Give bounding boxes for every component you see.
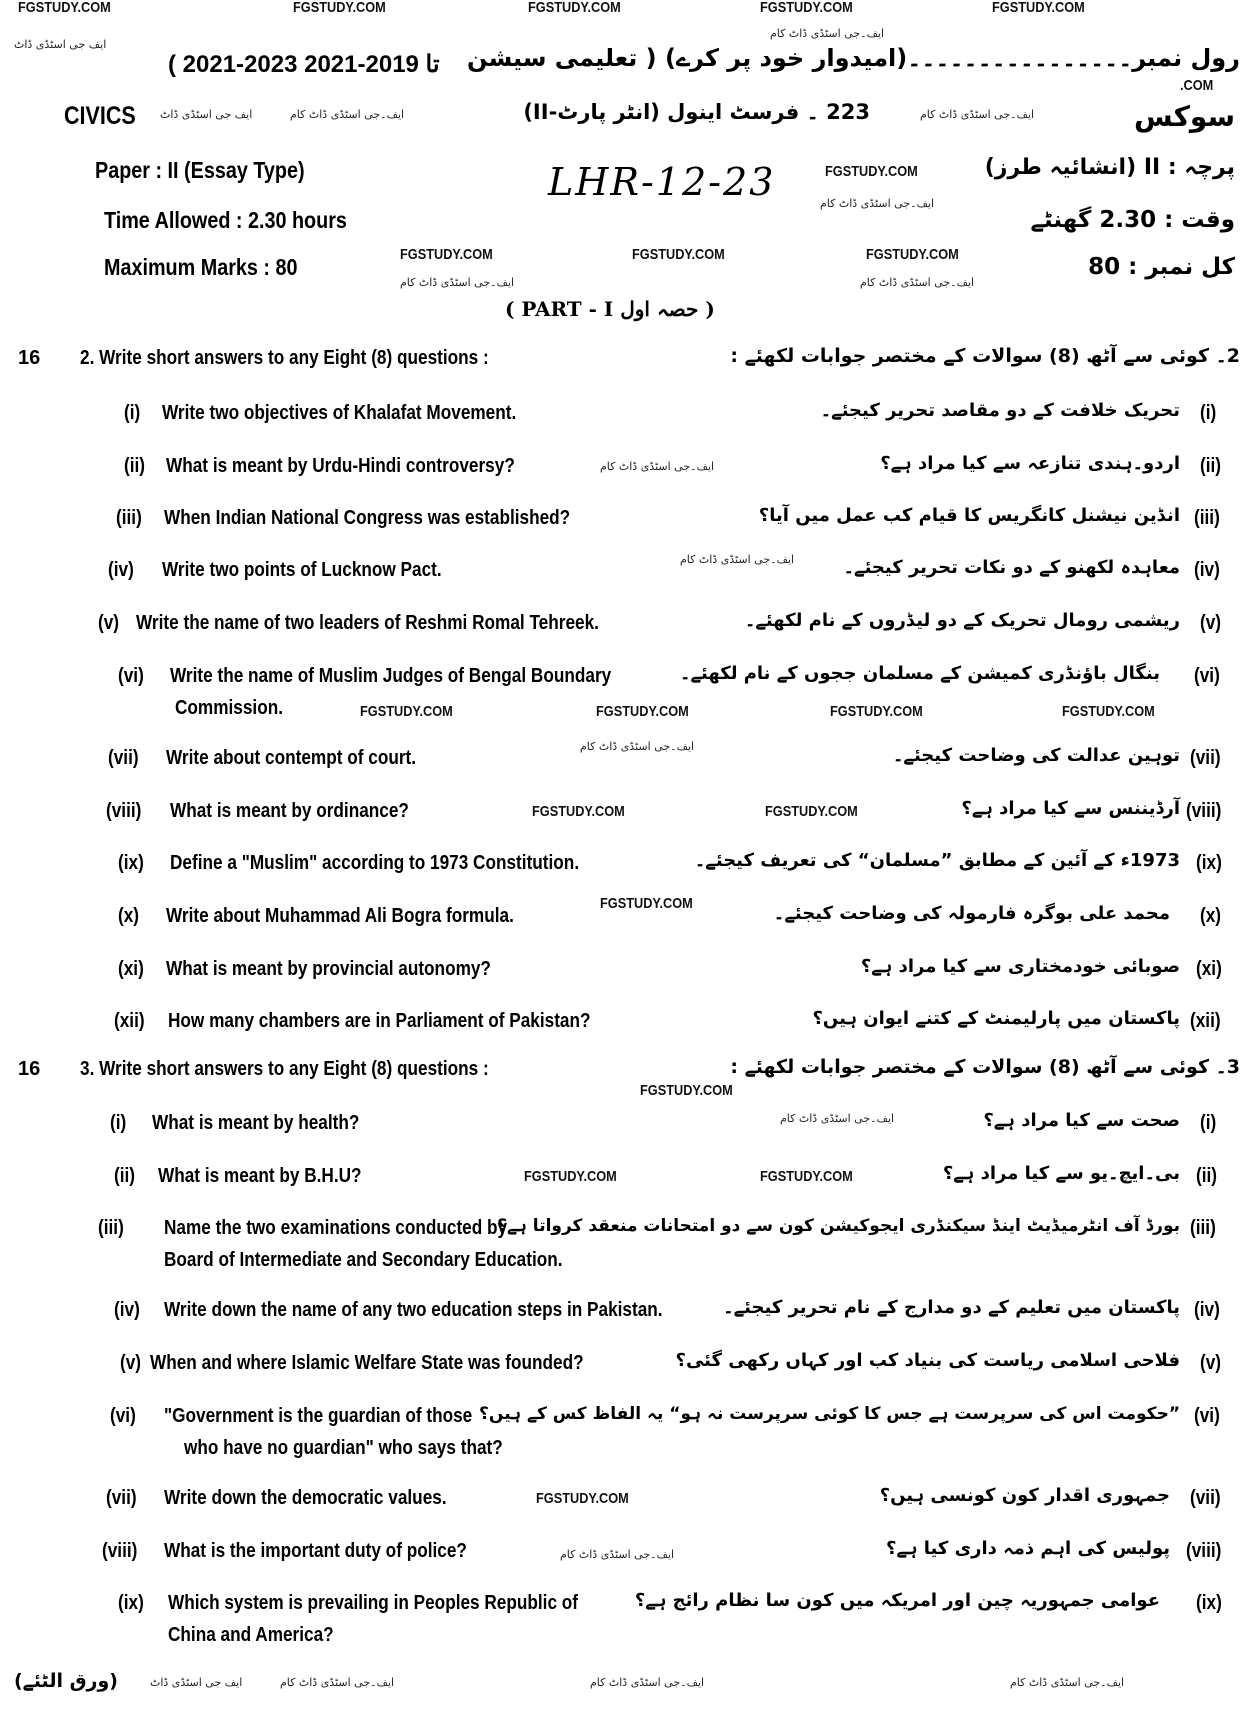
watermark-urdu: ایف جی اسٹڈی ڈاٹ <box>150 1676 243 1689</box>
watermark-urdu: ایف۔جی اسٹڈی ڈاٹ کام <box>290 108 405 121</box>
question-english: Write down the democratic values. <box>164 1487 447 1509</box>
watermark-urdu: ایف۔جی اسٹڈی ڈاٹ کام <box>560 1548 675 1561</box>
watermark: FGSTUDY.COM <box>765 803 858 820</box>
watermark: FGSTUDY.COM <box>360 703 453 720</box>
question-number-urdu: (v) <box>1200 1352 1222 1374</box>
question-number: (iv) <box>108 559 134 581</box>
session-years: ( 2021-2023 تا 2019-2021 <box>168 51 440 78</box>
question-english: Define a "Muslim" according to 1973 Constitution. <box>170 852 580 874</box>
time-allowed-english: Time Allowed : 2.30 hours <box>104 207 347 233</box>
watermark: FGSTUDY.COM <box>992 0 1085 16</box>
watermark: FGSTUDY.COM <box>536 1490 629 1507</box>
question-number-urdu: (xi) <box>1196 958 1222 980</box>
question-number-urdu: (viii) <box>1186 1540 1222 1562</box>
question-number: (iii) <box>116 507 142 529</box>
watermark-urdu: ایف۔جی اسٹڈی ڈاٹ کام <box>590 1676 705 1689</box>
question-english: Write two objectives of Khalafat Movement. <box>162 402 517 424</box>
question-urdu: صحت سے کیا مراد ہے؟ <box>983 1110 1180 1131</box>
subject-urdu: سوکس <box>1134 100 1235 133</box>
watermark-urdu: ایف۔جی اسٹڈی ڈاٹ کام <box>1010 1676 1125 1689</box>
paper-urdu: پرچہ : II (انشائیہ طرز) <box>984 155 1235 180</box>
question-number-urdu: (viii) <box>1186 800 1222 822</box>
question-number-urdu: (vii) <box>1190 747 1221 769</box>
question-english: Write down the name of any two education steps in Pakistan. <box>164 1299 663 1321</box>
watermark-urdu: ایف۔جی اسٹڈی ڈاٹ کام <box>680 553 795 566</box>
question-number-urdu: (iii) <box>1194 507 1220 529</box>
question-number: (viii) <box>102 1540 138 1562</box>
watermark-urdu: ایف۔جی اسٹڈی ڈاٹ کام <box>860 276 975 289</box>
watermark-urdu: ایف۔جی اسٹڈی ڈاٹ کام <box>770 27 885 40</box>
question-english: What is meant by Urdu-Hindi controversy? <box>166 455 515 477</box>
question-urdu: 1973ء کے آئین کے مطابق ”مسلمان“ کی تعریف کیجئے۔ <box>694 850 1180 871</box>
question-english: How many chambers are in Parliament of Pakistan? <box>168 1010 591 1032</box>
watermark: FGSTUDY.COM <box>524 1168 617 1185</box>
question-number: (vi) <box>118 665 144 687</box>
question-urdu: انڈین نیشنل کانگریس کا قیام کب عمل میں آیا؟ <box>758 505 1180 526</box>
question-urdu: محمد علی بوگرہ فارمولہ کی وضاحت کیجئے۔ <box>773 903 1170 924</box>
question-number-urdu: (x) <box>1200 905 1222 927</box>
exam-code: 223 ۔ فرسٹ اینول (انٹر پارٹ-II) <box>523 100 870 124</box>
question-english: When Indian National Congress was established? <box>164 507 571 529</box>
question-number: (i) <box>124 402 141 424</box>
watermark: FGSTUDY.COM <box>293 0 386 16</box>
paper-english: Paper : II (Essay Type) <box>95 157 305 183</box>
question-number: (xi) <box>118 958 144 980</box>
watermark: FGSTUDY.COM <box>632 246 725 263</box>
watermark: FGSTUDY.COM <box>18 0 111 16</box>
question-number-urdu: (i) <box>1200 1112 1217 1134</box>
question-urdu: آرڈیننس سے کیا مراد ہے؟ <box>961 798 1180 819</box>
maximum-marks-urdu: کل نمبر : 80 <box>1088 254 1235 280</box>
watermark-urdu: ایف۔جی اسٹڈی ڈاٹ کام <box>580 740 695 753</box>
watermark: FGSTUDY.COM <box>596 703 689 720</box>
question-number-urdu: (vii) <box>1190 1487 1221 1509</box>
question-number: (iii) <box>98 1217 124 1239</box>
question-number-urdu: (ix) <box>1196 1592 1222 1614</box>
watermark: FGSTUDY.COM <box>1062 703 1155 720</box>
section-title-english: 2. Write short answers to any Eight (8) questions : <box>80 347 489 369</box>
question-number: (vi) <box>110 1405 136 1427</box>
question-english-continued: Commission. <box>175 697 283 719</box>
question-number: (ii) <box>124 455 146 477</box>
question-number-urdu: (i) <box>1200 402 1217 424</box>
question-urdu: پاکستان میں تعلیم کے دو مدارج کے نام تحریر کیجئے۔ <box>723 1297 1180 1318</box>
question-english: What is meant by B.H.U? <box>158 1165 362 1187</box>
question-urdu: صوبائی خودمختاری سے کیا مراد ہے؟ <box>860 956 1180 977</box>
question-urdu: جمہوری اقدار کون کونسی ہیں؟ <box>879 1485 1170 1506</box>
subject-english: CIVICS <box>64 102 136 130</box>
question-number: (viii) <box>106 800 142 822</box>
question-number: (ix) <box>118 1592 144 1614</box>
question-number-urdu: (ii) <box>1196 1165 1218 1187</box>
question-urdu: تحریک خلافت کے دو مقاصد تحریر کیجئے۔ <box>820 400 1180 421</box>
question-urdu: بی۔ایچ۔یو سے کیا مراد ہے؟ <box>942 1163 1180 1184</box>
watermark: FGSTUDY.COM <box>400 246 493 263</box>
question-english: What is the important duty of police? <box>164 1540 467 1562</box>
watermark-urdu: ایف جی اسٹڈی ڈاٹ <box>14 38 107 51</box>
time-allowed-urdu: وقت : 2.30 گھنٹے <box>1030 207 1235 233</box>
question-english: Write about Muhammad Ali Bogra formula. <box>166 905 514 927</box>
question-english: Which system is prevailing in Peoples Republic of <box>168 1592 579 1614</box>
question-number-urdu: (ii) <box>1200 455 1222 477</box>
question-number: (xii) <box>114 1010 145 1032</box>
section-marks: 16 <box>18 1058 41 1080</box>
question-number: (iv) <box>114 1299 140 1321</box>
question-english: "Government is the guardian of those <box>164 1405 473 1427</box>
question-number: (ix) <box>118 852 144 874</box>
watermark-urdu: ایف۔جی اسٹڈی ڈاٹ کام <box>920 108 1035 121</box>
watermark: FGSTUDY.COM <box>760 1168 853 1185</box>
question-number-urdu: (iii) <box>1190 1217 1216 1239</box>
question-english: Name the two examinations conducted by <box>164 1217 508 1239</box>
maximum-marks-english: Maximum Marks : 80 <box>104 254 298 280</box>
question-english-continued: who have no guardian" who says that? <box>184 1437 503 1459</box>
watermark: FGSTUDY.COM <box>830 703 923 720</box>
question-number: (i) <box>110 1112 127 1134</box>
part-heading: ( PART - I حصہ اول ) <box>505 297 715 321</box>
watermark: FGSTUDY.COM <box>528 0 621 16</box>
question-urdu: پاکستان میں پارلیمنٹ کے کتنے ایوان ہیں؟ <box>812 1008 1180 1029</box>
watermark-urdu: ایف۔جی اسٹڈی ڈاٹ کام <box>600 460 715 473</box>
question-english: What is meant by ordinance? <box>170 800 409 822</box>
question-english: What is meant by health? <box>152 1112 360 1134</box>
question-number: (x) <box>118 905 140 927</box>
question-number: (v) <box>120 1352 142 1374</box>
question-number: (v) <box>98 612 120 634</box>
watermark-urdu: ایف۔جی اسٹڈی ڈاٹ کام <box>280 1676 395 1689</box>
question-urdu: توہین عدالت کی وضاحت کیجئے۔ <box>892 745 1180 766</box>
section-title-urdu: 2۔ کوئی سے آٹھ (8) سوالات کے مختصر جوابات لکھئے : <box>730 345 1240 367</box>
watermark: FGSTUDY.COM <box>866 246 959 263</box>
question-number-urdu: (vi) <box>1194 1405 1220 1427</box>
question-number: (ii) <box>114 1165 136 1187</box>
question-number-urdu: (v) <box>1200 612 1222 634</box>
question-urdu: بنگال باؤنڈری کمیشن کے مسلمان ججوں کے نام لکھئے۔ <box>679 663 1160 684</box>
question-number-urdu: (ix) <box>1196 852 1222 874</box>
question-english: Write the name of two leaders of Reshmi Romal Tehreek. <box>136 612 599 634</box>
question-urdu: بورڈ آف انٹرمیڈیٹ اینڈ سیکنڈری ایجوکیشن کون سے دو امتحانات منعقد کرواتا ہے؟ <box>497 1216 1180 1236</box>
question-english: When and where Islamic Welfare State was founded? <box>150 1352 584 1374</box>
question-english: Write two points of Lucknow Pact. <box>162 559 442 581</box>
watermark-urdu: ایف۔جی اسٹڈی ڈاٹ کام <box>780 1112 895 1125</box>
handwritten-code: LHR-12-23 <box>548 160 776 204</box>
watermark: FGSTUDY.COM <box>640 1082 733 1099</box>
watermark: FGSTUDY.COM <box>532 803 625 820</box>
question-number-urdu: (iv) <box>1194 1299 1220 1321</box>
question-number: (vii) <box>108 747 139 769</box>
section-title-english: 3. Write short answers to any Eight (8) questions : <box>80 1058 489 1080</box>
section-title-urdu: 3۔ کوئی سے آٹھ (8) سوالات کے مختصر جوابات لکھئے : <box>730 1056 1240 1078</box>
question-urdu: اردو۔ہندی تنازعہ سے کیا مراد ہے؟ <box>880 453 1180 474</box>
question-english-continued: Board of Intermediate and Secondary Education. <box>164 1249 563 1271</box>
watermark: FGSTUDY.COM <box>825 163 918 180</box>
watermark: FGSTUDY.COM <box>760 0 853 16</box>
question-number: (vii) <box>106 1487 137 1509</box>
watermark-urdu: ایف۔جی اسٹڈی ڈاٹ کام <box>400 276 515 289</box>
question-urdu: ”حکومت اس کی سرپرست ہے جس کا کوئی سرپرست نہ ہو“ یہ الفاظ کس کے ہیں؟ <box>479 1404 1180 1424</box>
turn-over-label: (ورق الٹئے) <box>13 1670 118 1692</box>
roll-number-label: رول نمبر۔۔۔۔۔۔۔۔۔۔۔۔۔۔۔۔(امیدوار خود پر کرے) ( تعلیمی سیشن <box>467 44 1240 72</box>
section-marks: 16 <box>18 347 41 369</box>
question-urdu: فلاحی اسلامی ریاست کی بنیاد کب اور کہاں رکھی گئی؟ <box>675 1350 1180 1371</box>
question-english-continued: China and America? <box>168 1624 334 1646</box>
watermark: .COM <box>1180 77 1214 94</box>
watermark-urdu: ایف جی اسٹڈی ڈاٹ <box>160 108 253 121</box>
watermark: FGSTUDY.COM <box>600 895 693 912</box>
question-urdu: عوامی جمہوریہ چین اور امریکہ میں کون سا نظام رائج ہے؟ <box>634 1590 1160 1611</box>
watermark-urdu: ایف۔جی اسٹڈی ڈاٹ کام <box>820 197 935 210</box>
question-number-urdu: (vi) <box>1194 665 1220 687</box>
question-english: Write the name of Muslim Judges of Bengal Boundary <box>170 665 612 687</box>
question-urdu: معاہدہ لکھنو کے دو نکات تحریر کیجئے۔ <box>843 557 1180 578</box>
question-number-urdu: (xii) <box>1190 1010 1221 1032</box>
question-number-urdu: (iv) <box>1194 559 1220 581</box>
question-urdu: ریشمی رومال تحریک کے دو لیڈروں کے نام لکھئے۔ <box>744 610 1180 631</box>
question-english: Write about contempt of court. <box>166 747 417 769</box>
question-urdu: پولیس کی اہم ذمہ داری کیا ہے؟ <box>885 1538 1170 1559</box>
question-english: What is meant by provincial autonomy? <box>166 958 491 980</box>
